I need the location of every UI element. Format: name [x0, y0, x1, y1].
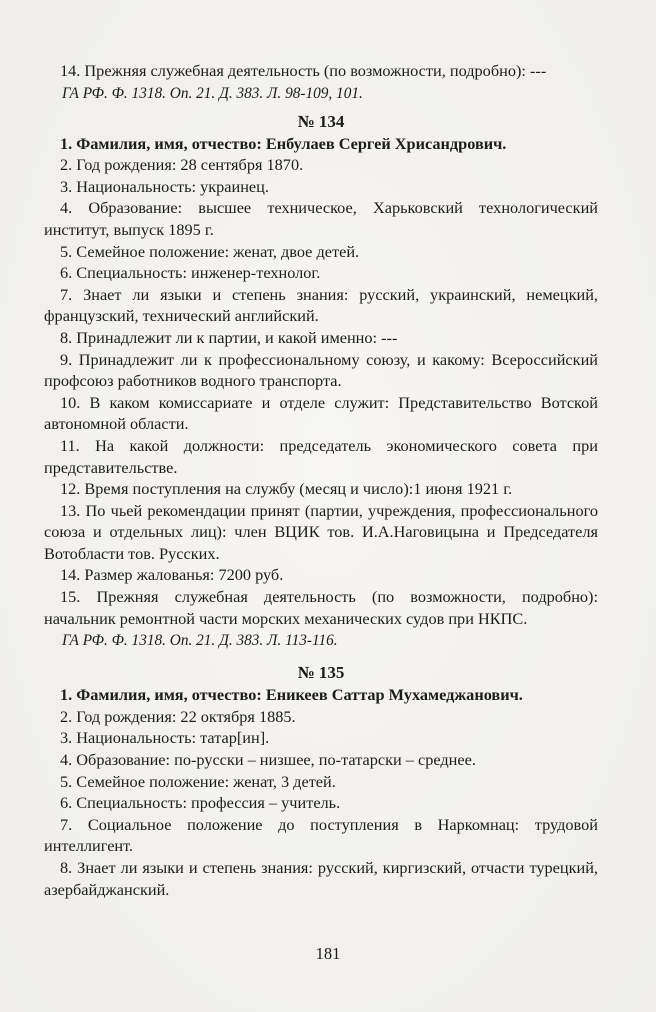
- intro-item-14: 14. Прежняя служебная деятельность (по возможности, подробно): ---: [60, 61, 547, 80]
- record-field: 14. Размер жалованья: 7200 руб.: [60, 565, 284, 585]
- record-field: 5. Семейное положение: женат, двое детей.: [60, 241, 360, 261]
- record-field: 3. Национальность: татар[ин].: [60, 728, 270, 748]
- record-field: 9. Принадлежит ли к профессиональному союзу, и какому: Всероссийский профсоюз работников водного транспорта.: [44, 349, 598, 391]
- record-field: 8. Принадлежит ли к партии, и какой именно: ---: [60, 327, 398, 347]
- record-135: [44, 662, 598, 900]
- record-field-name: 1. Фамилия, имя, отчество: Енбулаев Сергей Хрисандрович.: [60, 133, 507, 153]
- intro-source-citation: ГА РФ. Ф. 1318. Оп. 21. Д. 383. Л. 98-109, 101.: [62, 84, 363, 102]
- record-field: 6. Специальность: профессия – учитель.: [60, 793, 341, 813]
- record-134: [44, 111, 598, 653]
- record-field: 4. Образование: по-русски – низшее, по-татарски – среднее.: [60, 750, 476, 770]
- record-field: 13. По чьей рекомендации принят (партии, учреждения, профессионального союза и отдельных лиц): член ВЦИК тов. И.А.Наговицына и Председателя Вотобласти тов. Русских.: [44, 500, 598, 563]
- record-field: 2. Год рождения: 28 сентября 1870.: [60, 155, 304, 175]
- record-number: № 134: [297, 111, 345, 131]
- record-field: 10. В каком комиссариате и отделе служит: Представительство Вотской автономной области.: [44, 392, 598, 434]
- record-field: 15. Прежняя служебная деятельность (по возможности, подробно): начальник ремонтной части морских механических судов при НКПС.: [44, 587, 598, 628]
- page-number: 181: [315, 944, 341, 963]
- record-number: № 135: [297, 663, 345, 683]
- record-field: 2. Год рождения: 22 октября 1885.: [60, 706, 296, 726]
- record-field: 7. Знает ли языки и степень знания: русский, украинский, немецкий, французский, технический английский.: [44, 284, 598, 326]
- record-field: 11. На какой должности: председатель экономического совета при представительстве.: [44, 435, 598, 477]
- record-field: 8. Знает ли языки и степень знания: русский, киргизский, отчасти турецкий, азербайджанский.: [44, 858, 598, 899]
- record-field: 5. Семейное положение: женат, 3 детей.: [60, 771, 336, 791]
- record-source-citation: ГА РФ. Ф. 1318. Оп. 21. Д. 383. Л. 113-116.: [62, 632, 338, 650]
- record-field: 7. Социальное положение до поступления в Наркомнац: трудовой интеллигент.: [44, 814, 598, 856]
- record-field: 4. Образование: высшее техническое, Харьковский технологический институт, выпуск 1895 г.: [44, 198, 598, 239]
- record-field: 6. Специальность: инженер-технолог.: [60, 263, 321, 283]
- record-field: 12. Время поступления на службу (месяц и число):1 июня 1921 г.: [60, 479, 513, 499]
- record-field-name: 1. Фамилия, имя, отчество: Еникеев Саттар Мухамеджанович.: [60, 685, 523, 705]
- record-field: 3. Национальность: украинец.: [60, 176, 269, 196]
